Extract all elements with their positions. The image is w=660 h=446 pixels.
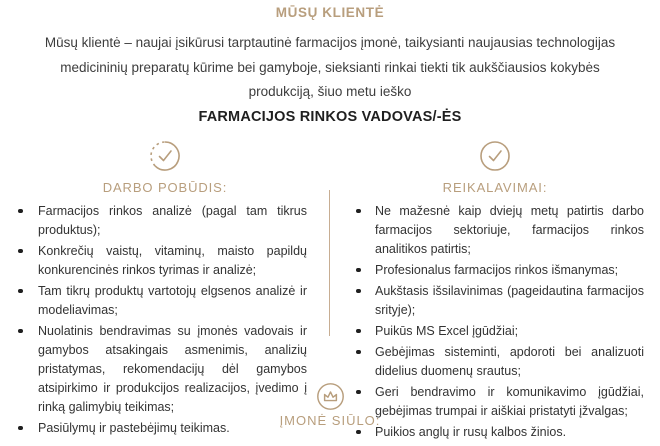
bullet-icon (18, 329, 23, 334)
list-item-text: Geri bendravimo ir komunikavimo įgūdžiai, gebėjimas trumpai ir aiškiai pristatyti įžvalgas; (375, 384, 644, 418)
bullet-icon (356, 209, 361, 214)
header-section (0, 5, 660, 127)
column-left-header (0, 140, 330, 195)
list-item (375, 282, 644, 320)
job-ad-page (0, 5, 660, 446)
bullet-icon (356, 350, 361, 355)
list-item-text: Puikios anglų ir rusų kalbos žinios. (375, 424, 567, 439)
list-item-text: Pasiūlymų ir pastebėjimų teikimas. (38, 420, 230, 435)
list-item (375, 202, 644, 259)
list-item-text: Nuolatinis bendravimas su įmonės vadovais ir gamybos atsakingais asmenimis, analizių pristatymas, rekomendacijų dėl gamybos atsipirkimo ir produkcijos realizacijos, įvedimo į rinką galimybių teikimas; (38, 323, 307, 414)
list-item-text: Konkrečių vaistų, vitaminų, maisto papildų konkurencinės rinkos tyrimas ir analizė; (38, 243, 307, 277)
bullet-icon (356, 289, 361, 294)
list-item (38, 282, 307, 320)
list-item (375, 261, 644, 280)
bullet-icon (18, 289, 23, 294)
list-item-text: Farmacijos rinkos analizė (pagal tam tikrus produktus); (38, 203, 307, 237)
page-title: MŪSŲ KLIENTĖ (275, 5, 385, 20)
column-heading-reikalavimai: REIKALAVIMAI: (442, 179, 548, 195)
list-item (38, 242, 307, 280)
crown-icon (0, 382, 660, 411)
intro-paragraph: Mūsų klientė – naujai įsikūrusi tarptautinė farmacijos įmonė, taikysianti naujausias technologijas medicininių preparatų kūrime bei gamyboje, sieksianti rinkai tiekti tik aukščiausios kokybės produkciją, šiuo metu ieško (44, 35, 616, 99)
list-item-text: Gebėjimas sisteminti, apdoroti bei analizuoti didelius duomenų srautus; (375, 344, 644, 378)
bullet-icon (356, 268, 361, 273)
imone-siulo-section (0, 382, 660, 428)
bullet-icon (18, 249, 23, 254)
list-item-text: Aukštasis išsilavinimas (pageidautina farmacijos srityje); (375, 283, 644, 317)
footer-heading: ĮMONĖ SIŪLO: (279, 413, 381, 428)
column-right-header (330, 140, 660, 195)
bullet-icon (356, 430, 361, 435)
bullet-icon (356, 329, 361, 334)
list-item-text: Profesionalus farmacijos rinkos išmanymas; (375, 262, 619, 277)
column-divider (329, 190, 330, 336)
column-heading-darbo-pobudis: DARBO POBŪDIS: (102, 179, 228, 195)
list-item (375, 343, 644, 381)
list-item-text: Tam tikrų produktų vartotojų elgsenos analizė ir modeliavimas; (38, 283, 307, 317)
bullet-icon (18, 209, 23, 214)
check-circle-dashed-icon (149, 140, 181, 172)
list-item (375, 322, 644, 341)
check-circle-icon (479, 140, 511, 172)
position-title: FARMACIJOS RINKOS VADOVAS/-ĖS (198, 108, 462, 125)
list-item-text: Ne mažesnė kaip dviejų metų patirtis darbo farmacijos sektoriuje, farmacijos rinkos analitikos patirtis; (375, 203, 644, 256)
list-item-text: Puikūs MS Excel įgūdžiai; (375, 323, 519, 338)
list-item (38, 202, 307, 240)
